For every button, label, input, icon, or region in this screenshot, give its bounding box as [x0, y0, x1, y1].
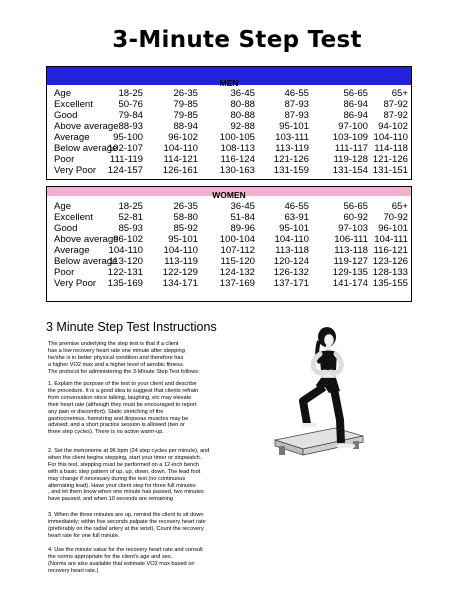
table-cell: 111-119 — [109, 154, 143, 165]
table-cell: 80-88 — [230, 99, 255, 110]
row-label: Above average — [54, 234, 119, 245]
women-header: WOMEN — [212, 190, 246, 200]
table-cell: 36-45 — [230, 201, 255, 212]
table-cell: 52-81 — [118, 212, 143, 223]
table-cell: 141-174 — [332, 278, 368, 289]
row-label: Above average — [54, 121, 119, 132]
table-cell: 137-171 — [273, 278, 309, 289]
table-cell: 46-55 — [284, 88, 309, 99]
table-cell: 94-102 — [378, 121, 408, 132]
row-label: Excellent — [54, 99, 93, 110]
page-title: 3-Minute Step Test — [112, 27, 362, 53]
row-label: Below average — [54, 143, 118, 154]
woman-stepping-illustration — [267, 325, 377, 470]
table-cell: 131-159 — [273, 165, 309, 176]
table-cell: 86-94 — [343, 110, 368, 121]
table-cell: 108-113 — [220, 143, 255, 154]
table-row — [47, 165, 411, 176]
men-header-bar — [47, 67, 411, 88]
table-cell: 104-110 — [163, 245, 198, 256]
table-cell: 134-171 — [162, 278, 198, 289]
table-cell: 96-101 — [378, 223, 408, 234]
table-cell: 120-124 — [273, 256, 309, 267]
table-row — [47, 223, 411, 234]
men-header: MEN — [219, 78, 239, 88]
table-cell: 100-104 — [219, 234, 255, 245]
table-cell: 113-119 — [164, 256, 198, 267]
table-row — [47, 234, 411, 245]
table-cell: 103-111 — [275, 132, 309, 143]
row-label: Very Poor — [54, 165, 97, 176]
table-cell: 36-45 — [230, 88, 255, 99]
table-cell: 79-84 — [118, 110, 143, 121]
table-cell: 50-76 — [118, 99, 143, 110]
table-cell: 131-154 — [332, 165, 368, 176]
table-cell: 104-110 — [274, 234, 309, 245]
women-rows — [47, 201, 411, 289]
table-cell: 87-93 — [284, 99, 309, 110]
row-label: Below average — [54, 256, 118, 267]
table-cell: 119-128 — [333, 154, 368, 165]
table-cell: 104-110 — [373, 132, 408, 143]
table-row — [47, 212, 411, 223]
table-cell: 126-161 — [162, 165, 198, 176]
table-cell: 87-92 — [383, 99, 408, 110]
table-cell: 63-91 — [284, 212, 309, 223]
women-table — [46, 186, 412, 302]
table-cell: 131-151 — [372, 165, 408, 176]
table-cell: 124-132 — [219, 267, 255, 278]
table-cell: 135-169 — [107, 278, 143, 289]
table-cell: 97-103 — [338, 223, 368, 234]
row-label: Average — [54, 132, 90, 143]
table-cell: 111-117 — [334, 143, 368, 154]
instructions-intro: The premise underlying the step test is that if a client has a low recovery heart rate one minute after stepping he/she is in better physical condition and therefore has a higher VO2 max and a higher level of aerobic fitness. The protocol for administering the 3-Minute Step Test follows: — [48, 341, 200, 375]
table-cell: 87-93 — [284, 110, 309, 121]
table-cell: 114-121 — [163, 154, 198, 165]
table-cell: 95-101 — [279, 121, 309, 132]
row-label: Age — [54, 201, 72, 212]
women-header-bar — [47, 187, 411, 200]
table-cell: 113-120 — [108, 256, 143, 267]
table-row — [47, 99, 411, 110]
table-cell: 56-65 — [343, 88, 368, 99]
table-row — [47, 256, 411, 267]
table-row — [47, 278, 411, 289]
table-cell: 122-131 — [107, 267, 143, 278]
table-cell: 65+ — [391, 201, 408, 212]
table-cell: 96-102 — [113, 234, 143, 245]
instructions-step-4: 4. Use the minute value for the recovery heart rate and consult the norms appropriate for the client's age and sex. (Norms are also available that estimate VO2 max based on recovery heart rate.) — [48, 547, 203, 574]
table-cell: 123-126 — [372, 256, 408, 267]
table-cell: 114-118 — [374, 143, 408, 154]
table-cell: 60-92 — [343, 212, 368, 223]
table-row — [47, 245, 411, 256]
table-row — [47, 110, 411, 121]
row-label: Poor — [54, 267, 75, 278]
row-label: Very Poor — [54, 278, 97, 289]
table-cell: 113-119 — [275, 143, 309, 154]
table-cell: 116-124 — [220, 154, 255, 165]
table-cell: 89-96 — [230, 223, 255, 234]
table-cell: 137-169 — [219, 278, 255, 289]
table-cell: 115-120 — [220, 256, 255, 267]
table-cell: 100-105 — [219, 132, 255, 143]
table-row — [47, 88, 411, 99]
table-cell: 87-92 — [383, 110, 408, 121]
row-label: Good — [54, 223, 78, 234]
table-row — [47, 121, 411, 132]
table-cell: 97-100 — [338, 121, 368, 132]
table-cell: 128-133 — [372, 267, 408, 278]
table-cell: 107-112 — [220, 245, 255, 256]
table-cell: 122-129 — [162, 267, 198, 278]
table-cell: 56-65 — [343, 201, 368, 212]
table-row — [47, 201, 411, 212]
instructions-title: 3 Minute Step Test Instructions — [46, 320, 217, 334]
instructions-step-2: 2. Set the metronome at 96 bpm (24 step cycles per minute), and when the client begins stepping, start your timer or stopwatch. For this test, stepping must be performed on a 12-inch bench with a basic step pattern of up, up, down, down. The lead foot may change if necessary during the test (no continuous alternating lead). Have your client step for three full minutes , and let them know when one minute has passed, two minutes have passed, and when 10 seconds are remaining — [48, 448, 210, 503]
table-cell: 51-84 — [230, 212, 255, 223]
table-cell: 18-25 — [118, 201, 143, 212]
table-row — [47, 154, 411, 165]
table-cell: 85-92 — [173, 223, 198, 234]
men-rows — [47, 88, 411, 176]
table-cell: 104-110 — [108, 245, 143, 256]
table-cell: 121-126 — [372, 154, 408, 165]
table-cell: 88-94 — [173, 121, 198, 132]
table-cell: 113-118 — [334, 245, 368, 256]
table-cell: 95-100 — [113, 132, 143, 143]
table-cell: 106-111 — [334, 234, 368, 245]
table-cell: 130-163 — [219, 165, 255, 176]
table-cell: 88-93 — [118, 121, 143, 132]
instructions-step-1: 1. Explain the purpose of the test to your client and describe the procedure. It is a good idea to suggest that clients refrain from conversation since talking, laughing, etc may elevate their heart rate (although they must be encouraged to report any pain or discomfort). Static stretching of the gastrocnemius, hamstring and iliopsoas muscles may be advised; and a short practice session is allowed (two or three step cycles). There is no active warm-up. — [48, 381, 199, 436]
table-cell: 104-110 — [163, 143, 198, 154]
row-label: Excellent — [54, 212, 93, 223]
table-cell: 96-102 — [168, 132, 198, 143]
row-label: Average — [54, 245, 90, 256]
table-cell: 119-127 — [333, 256, 368, 267]
table-cell: 86-94 — [343, 99, 368, 110]
table-cell: 102-107 — [107, 143, 143, 154]
table-cell: 46-55 — [284, 201, 309, 212]
table-cell: 95-101 — [168, 234, 198, 245]
table-row — [47, 143, 411, 154]
table-cell: 126-132 — [273, 267, 309, 278]
table-cell: 80-88 — [230, 110, 255, 121]
table-row — [47, 267, 411, 278]
table-cell: 113-118 — [275, 245, 309, 256]
table-cell: 135-155 — [372, 278, 408, 289]
table-cell: 92-88 — [230, 121, 255, 132]
table-cell: 65+ — [391, 88, 408, 99]
table-cell: 26-35 — [173, 201, 198, 212]
instructions-step-3: 3. When the three minutes are up, remind the client to sit down immediately; within five seconds palpate the recovery heart rate (preferably on the radial artery at the wrist), Count the recovery heart rate for one full minute. — [48, 512, 206, 539]
row-label: Age — [54, 88, 72, 99]
table-cell: 79-85 — [173, 99, 198, 110]
table-cell: 129-135 — [332, 267, 368, 278]
row-label: Poor — [54, 154, 75, 165]
table-row — [47, 132, 411, 143]
table-cell: 103-109 — [332, 132, 368, 143]
table-cell: 70-92 — [383, 212, 408, 223]
table-cell: 116-121 — [373, 245, 408, 256]
table-cell: 95-101 — [279, 223, 309, 234]
table-cell: 58-80 — [173, 212, 198, 223]
table-cell: 85-93 — [118, 223, 143, 234]
table-cell: 18-25 — [118, 88, 143, 99]
men-table — [46, 66, 412, 180]
row-label: Good — [54, 110, 78, 121]
table-cell: 26-35 — [173, 88, 198, 99]
table-cell: 79-85 — [173, 110, 198, 121]
table-cell: 121-126 — [273, 154, 309, 165]
table-cell: 104-111 — [374, 234, 408, 245]
table-cell: 124-157 — [107, 165, 143, 176]
